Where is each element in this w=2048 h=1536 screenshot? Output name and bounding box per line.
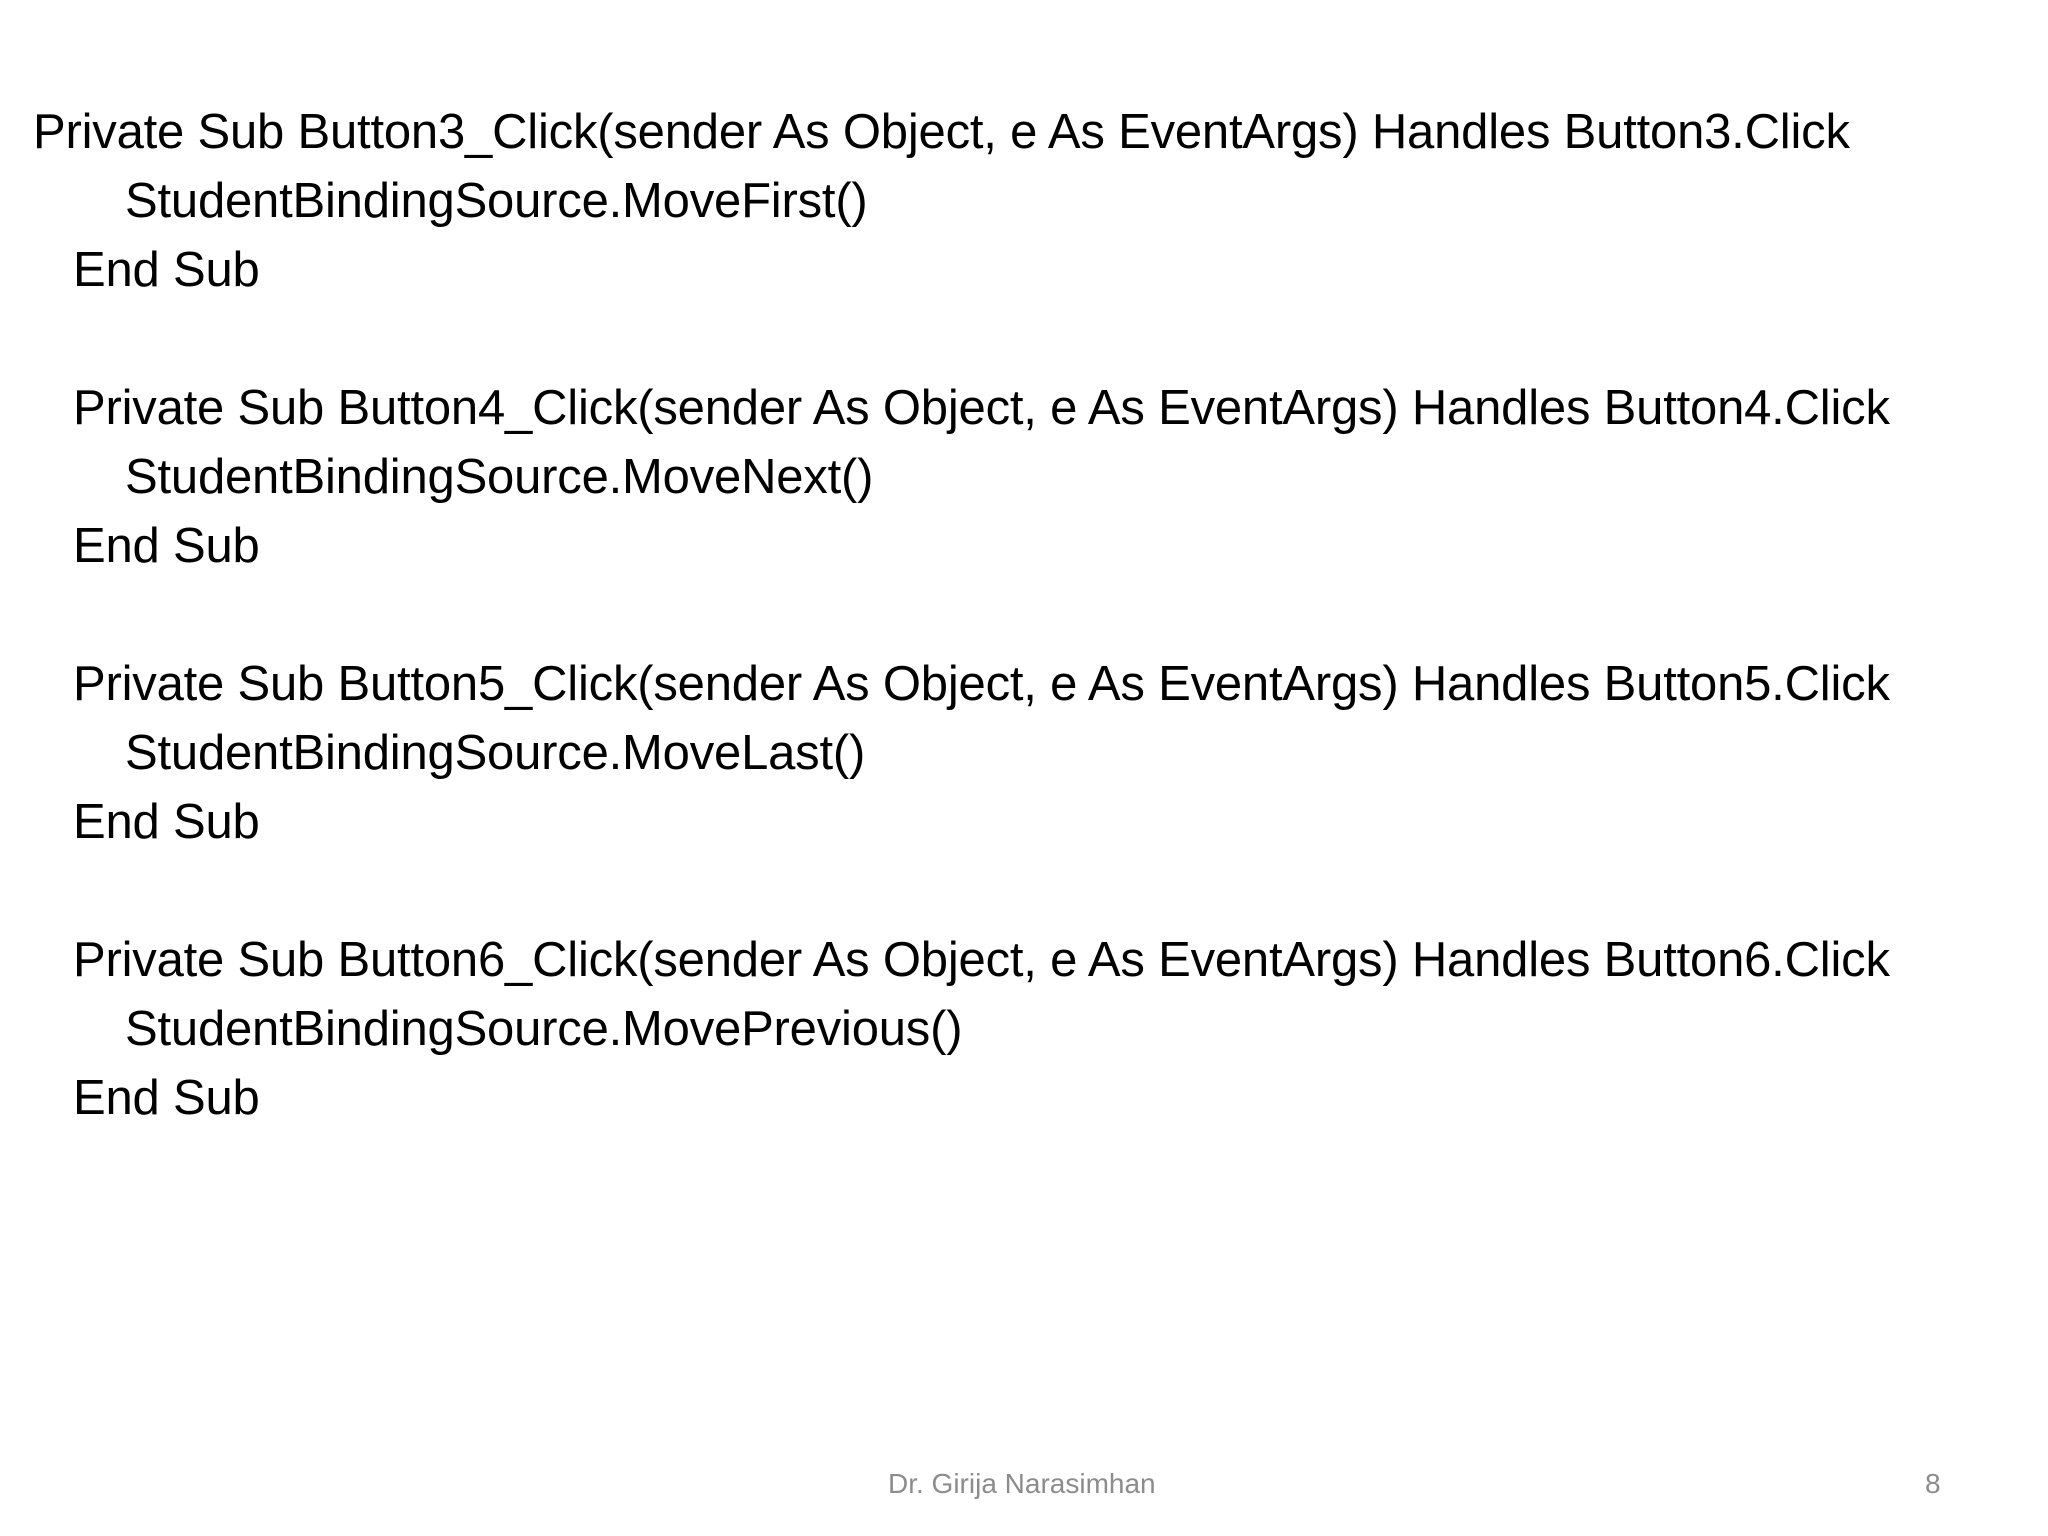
code-line-body: StudentBindingSource.MoveFirst() (125, 174, 868, 228)
code-line-end-sub: End Sub (73, 1071, 260, 1125)
slide-page-number: 8 (1925, 1468, 1941, 1499)
code-line-sub-declaration: Private Sub Button3_Click(sender As Object, e As EventArgs) Handles Button3.Click (33, 105, 1850, 159)
code-line-body: StudentBindingSource.MoveLast() (125, 726, 866, 780)
code-line-end-sub: End Sub (73, 519, 260, 573)
code-line-sub-declaration: Private Sub Button6_Click(sender As Object, e As EventArgs) Handles Button6.Click (73, 933, 1890, 987)
code-line-body: StudentBindingSource.MovePrevious() (125, 1002, 963, 1056)
code-line-sub-declaration: Private Sub Button5_Click(sender As Object, e As EventArgs) Handles Button5.Click (73, 657, 1890, 711)
footer-author: Dr. Girija Narasimhan (888, 1468, 1156, 1499)
code-line-sub-declaration: Private Sub Button4_Click(sender As Object, e As EventArgs) Handles Button4.Click (73, 381, 1890, 435)
code-line-end-sub: End Sub (73, 243, 260, 297)
code-line-body: StudentBindingSource.MoveNext() (125, 450, 874, 504)
code-line-end-sub: End Sub (73, 795, 260, 849)
